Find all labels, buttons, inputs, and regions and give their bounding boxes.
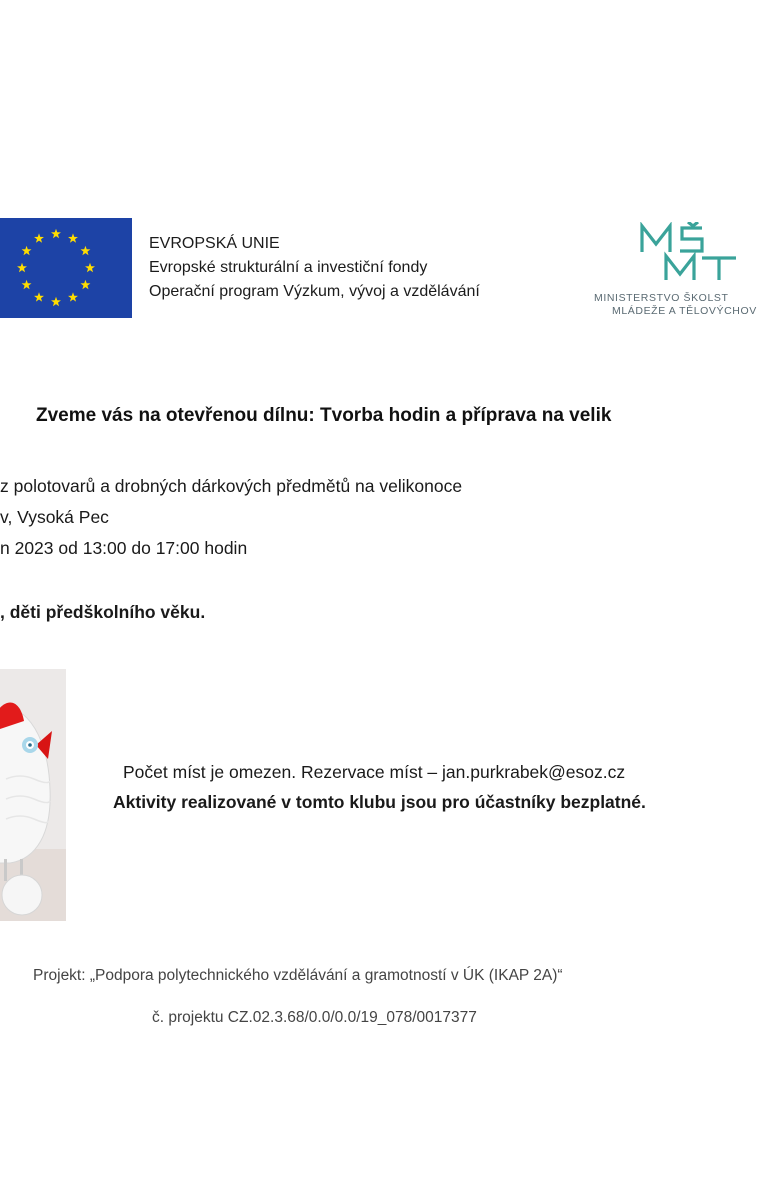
- eu-flag-icon: [0, 218, 132, 318]
- eu-program-text: Operační program Výzkum, vývoj a vzdělávání: [149, 283, 480, 300]
- msmt-name-line1: MINISTERSTVO ŠKOLST: [594, 292, 729, 304]
- msmt-name-line2: MLÁDEŽE A TĚLOVÝCHOV: [612, 305, 757, 317]
- eu-star-icon: [17, 263, 27, 272]
- eu-stars: [0, 218, 132, 318]
- eu-star-icon: [34, 292, 44, 301]
- eu-star-icon: [51, 229, 61, 238]
- eu-star-icon: [85, 263, 95, 272]
- eu-funds-text: Evropské strukturální a investiční fondy: [149, 259, 428, 276]
- page-title: Zveme vás na otevřenou dílnu: Tvorba hodin a příprava na velik: [36, 405, 612, 426]
- project-name: Projekt: „Podpora polytechnického vzdělávání a gramotností v ÚK (IKAP 2A)“: [33, 967, 563, 984]
- eu-star-icon: [22, 246, 32, 255]
- eu-star-icon: [68, 292, 78, 301]
- eu-star-icon: [34, 233, 44, 242]
- eu-star-icon: [81, 280, 91, 289]
- event-audience: , děti předškolního věku.: [0, 602, 206, 622]
- eu-star-icon: [22, 280, 32, 289]
- eu-star-icon: [51, 297, 61, 306]
- capacity-info: Počet míst je omezen. Rezervace míst – jan.purkrabek@esoz.cz: [123, 762, 626, 782]
- project-number: č. projektu CZ.02.3.68/0.0/0.0/19_078/0017377: [152, 1009, 477, 1026]
- eu-star-icon: [68, 233, 78, 242]
- eu-title: EVROPSKÁ UNIE: [149, 235, 280, 252]
- event-location: v, Vysoká Pec: [0, 507, 109, 527]
- free-activities-info: Aktivity realizované v tomto klubu jsou pro účastníky bezplatné.: [113, 792, 646, 812]
- event-date-time: n 2023 od 13:00 do 17:00 hodin: [0, 538, 248, 558]
- chicken-decoration-photo: [0, 669, 66, 921]
- event-description: z polotovarů a drobných dárkových předmětů na velikonoce: [0, 476, 463, 496]
- msmt-logo-icon: [636, 222, 746, 282]
- eu-star-icon: [81, 246, 91, 255]
